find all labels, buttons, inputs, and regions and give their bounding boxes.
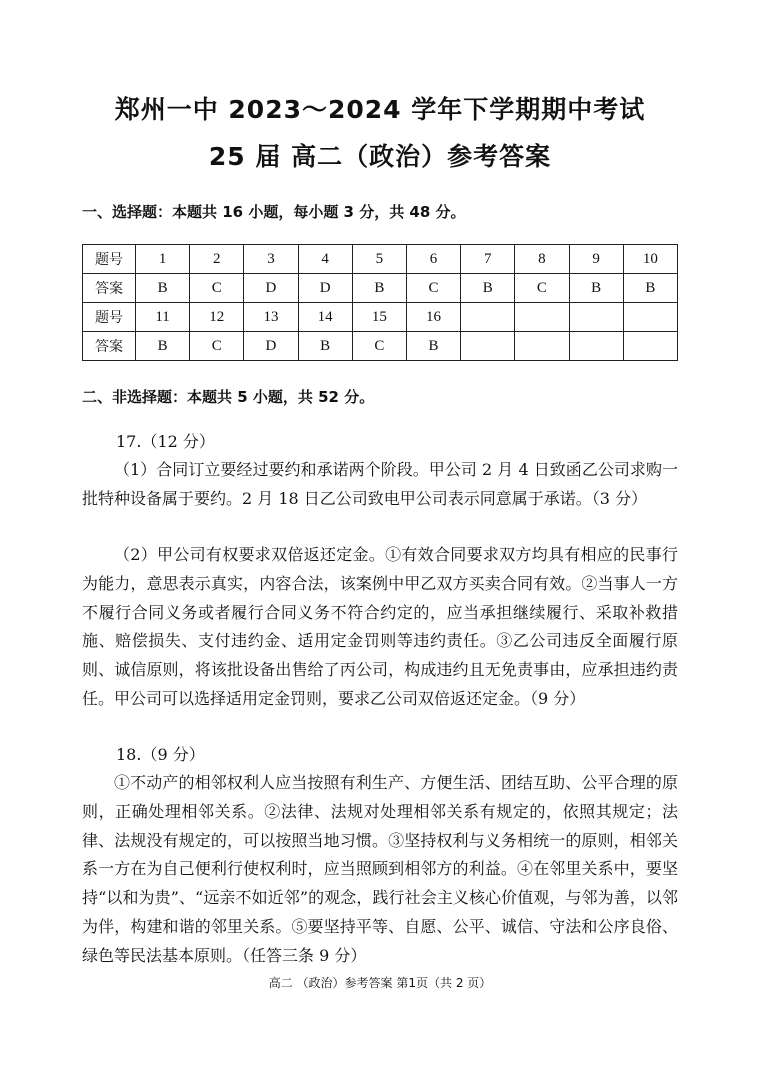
question-17-heading: 17.（12 分） (116, 432, 215, 451)
question-number (623, 303, 677, 332)
answer-cell: B (461, 274, 515, 303)
answer-cell: C (352, 332, 406, 361)
answer-cell: D (244, 274, 298, 303)
answer-cell: C (190, 274, 244, 303)
answer-cell (461, 332, 515, 361)
page-footer: 高二 （政治）参考答案 第1页（共 2 页） (268, 976, 492, 990)
exam-title: 郑州一中 2023～2024 学年下学期期中考试 (114, 95, 646, 124)
question-18-heading: 18.（9 分） (116, 745, 205, 764)
answer-cell: B (352, 274, 406, 303)
question-18-answer: ①不动产的相邻权利人应当按照有利生产、方便生活、团结互助、公平合理的原则，正确处理相邻关系。②法律、法规对处理相邻关系有规定的，依照其规定；法律、法规没有规定的，可以按照当地习惯。③坚持权利与义务相统一的原则，相邻关系一方在为自己便利行使权利时，应当照顾到相邻方的利益。④在邻里关系中，要坚持“以和为贵”、“远亲不如近邻”的观念，践行社会主义核心价值观，与邻为善，以邻为伴，构建和谐的邻里关系。⑤要坚持平等、自愿、公平、诚信、守法和公序良俗、绿色等民法基本原则。（任答三条 9 分） (82, 773, 678, 965)
answer-cell (515, 332, 569, 361)
answer-cell: C (515, 274, 569, 303)
answer-cell: C (190, 332, 244, 361)
question-number: 7 (461, 245, 515, 274)
question-number: 6 (406, 245, 460, 274)
question-number: 5 (352, 245, 406, 274)
answer-cell (569, 332, 623, 361)
question-17-answer-part-2: （2）甲公司有权要求双倍返还定金。①有效合同要求双方均具有相应的民事行为能力，意思表示真实，内容合法，该案例中甲乙双方买卖合同有效。②当事人一方不履行合同义务或者履行合同义务不符合约定的，应当承担继续履行、采取补救措施、赔偿损失、支付违约金、适用定金罚则等违约责任。③乙公司违反全面履行原则、诚信原则，将该批设备出售给了丙公司，构成违约且无免责事由，应承担违约责任。甲公司可以选择适用定金罚则，要求乙公司双倍返还定金。（9 分） (82, 545, 678, 708)
answer-table (82, 244, 678, 361)
question-number: 12 (190, 303, 244, 332)
question-number: 2 (190, 245, 244, 274)
row-label: 题号 (83, 303, 136, 332)
question-number: 10 (623, 245, 677, 274)
question-number: 13 (244, 303, 298, 332)
question-number: 14 (298, 303, 352, 332)
answer-cell: B (298, 332, 352, 361)
answer-cell: D (244, 332, 298, 361)
answer-cell: B (406, 332, 460, 361)
question-number: 16 (406, 303, 460, 332)
question-number (569, 303, 623, 332)
row-label: 题号 (83, 245, 136, 274)
answer-cell: B (569, 274, 623, 303)
answer-cell: B (623, 274, 677, 303)
question-number: 3 (244, 245, 298, 274)
answer-cell: B (136, 332, 190, 361)
answer-cell: B (136, 274, 190, 303)
row-label: 答案 (83, 332, 136, 361)
answer-cell (623, 332, 677, 361)
answer-cell: C (406, 274, 460, 303)
question-number: 1 (136, 245, 190, 274)
table-row (83, 245, 678, 274)
question-number (461, 303, 515, 332)
row-label: 答案 (83, 274, 136, 303)
table-row (83, 332, 678, 361)
section-heading-non-choice: 二、非选择题：本题共 5 小题，共 52 分。 (82, 388, 375, 406)
question-number: 11 (136, 303, 190, 332)
question-number: 4 (298, 245, 352, 274)
question-number: 9 (569, 245, 623, 274)
table-row (83, 303, 678, 332)
question-number (515, 303, 569, 332)
question-17-answer-part-1: （1）合同订立要经过要约和承诺两个阶段。甲公司 2 月 4 日致函乙公司求购一批特种设备属于要约。2 月 18 日乙公司致电甲公司表示同意属于承诺。（3 分） (82, 460, 678, 508)
answer-cell: D (298, 274, 352, 303)
section-heading-choice: 一、选择题：本题共 16 小题，每小题 3 分，共 48 分。 (82, 203, 466, 221)
question-number: 8 (515, 245, 569, 274)
question-number: 15 (352, 303, 406, 332)
table-row (83, 274, 678, 303)
exam-subtitle: 25 届 高二（政治）参考答案 (208, 142, 552, 171)
